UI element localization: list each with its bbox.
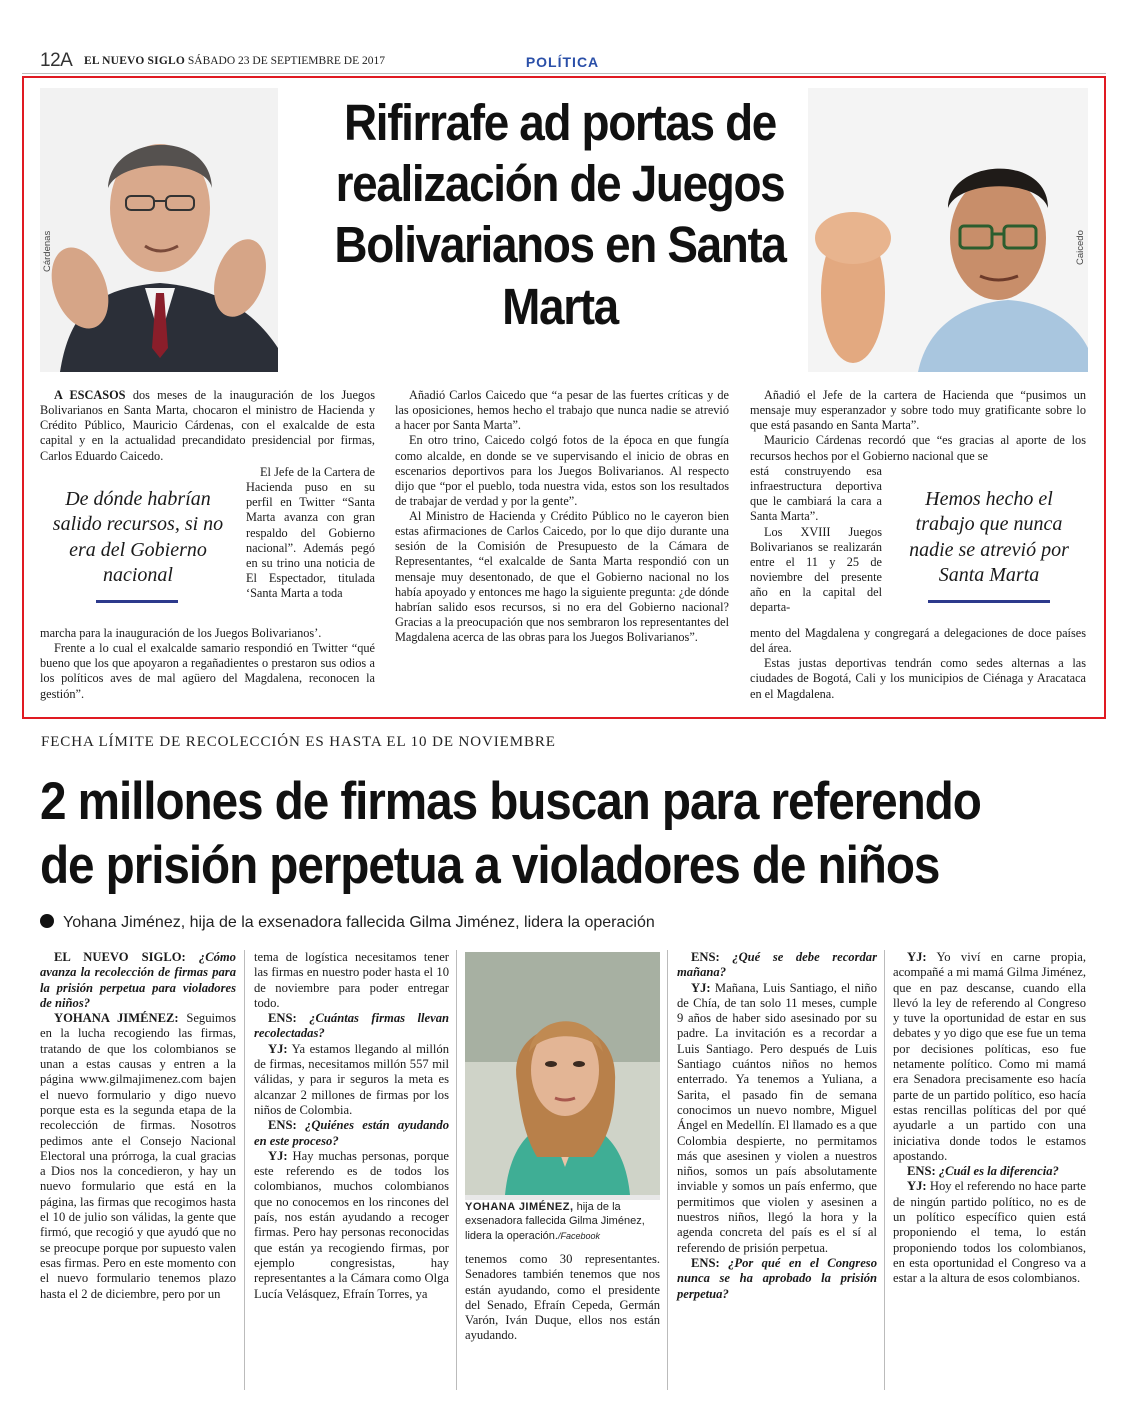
- q3-label: ENS:: [268, 1118, 297, 1133]
- a5-label: YJ:: [907, 950, 927, 964]
- q2-label: ENS:: [268, 1011, 297, 1026]
- story2-subhead: [40, 914, 655, 932]
- question-4: [677, 950, 877, 981]
- story1-col1-para3: Frente a lo cual el exalcalde samario respondió en Twitter “qué bueno que los que apoyaron a regañadientes o prestaron sus odios a los políticos aves de mal agüero del Magdalena, reconocen la gestión”.: [40, 641, 375, 701]
- pull-quote-left-rule: [96, 600, 178, 603]
- column-rule: [884, 950, 885, 1390]
- story2-kicker: FECHA LÍMITE DE RECOLECCIÓN ES HASTA EL 10 DE NOVIEMBRE: [41, 734, 556, 750]
- answer-2: [254, 1042, 449, 1118]
- answer-5: [893, 950, 1086, 1164]
- question-3: [254, 1118, 449, 1149]
- story2-headline-line2: de prisión perpetua a violadores de niños: [40, 835, 940, 895]
- a4-text: Mañana, Luis Santiago, el niño de Chía, de tan solo 11 meses, cumple 9 años de haber sido asesinado por su padre. La invitación es a recordar a Luis Santiago. Pero después de Luis Santiago cuántos niños no hemos enterrado. Ya tenemos a Yuliana, a Sarita, el pasado fin de semana conocimos un nuevo nombre, Miguel Ángel en Medellín. El llamado es a que Colombia despierte, no permitamos más que asesinen y violen a nuestros niños, somos un país absolutamente inviable y somos un país enfermo, que permitimos que violen y asesinen a nuestros niños, llegó la hora y la agenda concreta del país es el sí al referendo de prisión perpetua.: [677, 980, 877, 1255]
- story1-col1-top: [40, 388, 375, 464]
- pull-quote-left: De dónde habrían salido recursos, si no era del Gobierno nacional: [52, 488, 224, 587]
- photo-credit: /Facebook: [557, 1230, 600, 1241]
- q4-text: ¿Qué se debe recordar mañana?: [677, 950, 878, 980]
- a1-label: YOHANA JIMÉNEZ:: [54, 1011, 179, 1026]
- story1-col2-para2: En otro trino, Caicedo colgó fotos de la época en que fungía como alcalde, en donde se ve supervisando el inicio de obras en escenarios deportivos para los Juegos Bolivarianos. Al respecto dijo que “por el pueblo, toda nuestra vida, estos son los resultados de trabajar de verdad y por la gente”.: [395, 433, 729, 508]
- photo-caption-name: YOHANA JIMÉNEZ,: [465, 1201, 574, 1213]
- story2-col5: [893, 950, 1086, 1287]
- story1-col1-para2: El Jefe de la Cartera de Hacienda puso en su perfil en Twitter “Santa Marta avanza con gran respaldo del Gobierno nacional”. Además pegó en su trino una noticia de El Espectador, titulada ‘Santa Marta a toda: [246, 465, 375, 600]
- story1-col3-para2-end: está construyendo esa infraestructura deportiva que le cambiará la cara a Santa Marta”.: [750, 464, 882, 524]
- story1-col3-bottom: [750, 626, 1086, 702]
- issue-date: SÁBADO 23 DE SEPTIEMBRE DE 2017: [187, 55, 385, 67]
- question-5: [677, 1256, 877, 1302]
- story1-col2-para3: Al Ministro de Hacienda y Crédito Público no le cayeron bien estas afirmaciones de Carlos Caicedo, por lo que dijo durante una sesión de la Comisión de Presupuesto de la Cámara de Representantes, “el exalcalde de Santa Marta respondió con un mensaje muy desentonado, de que el Gobierno nacional no los había apoyado y entonces me hago la siguiente pregunta: ¿de dónde habrían salido esos recursos, si no era del Gobierno nacional? Gracias a la preocupación que nos sembraron los representantes del Magdalena acerca de las obras para los Juegos Bolivarianos”.: [395, 509, 729, 644]
- q4-label: ENS:: [691, 950, 720, 964]
- story1-col2-para1: Añadió Carlos Caicedo que “a pesar de las fuertes críticas y de las oposiciones, hemos hecho el trabajo que nunca nadie se atrevió a hacer por Santa Marta”.: [395, 388, 729, 433]
- photo-caicedo: [808, 88, 1088, 372]
- answer-1-end: tema de logística necesitamos tener las firmas en nuestro poder hasta el 10 de noviembre para poder entregar todo.: [254, 950, 449, 1010]
- story1-col3-para4: Estas justas deportivas tendrán como sedes alternas a las ciudades de Bogotá, Cali y los municipios de Ciénaga y Aracataca en el Magdalena.: [750, 656, 1086, 701]
- story2-col1: [40, 950, 236, 1302]
- portrait-yohana-illustration: [465, 952, 660, 1195]
- subhead-text: Yohana Jiménez, hija de la exsenadora fallecida Gilma Jiménez, lidera la operación: [63, 914, 655, 931]
- story1-col1-bottom: [40, 626, 375, 702]
- q1-label: EL NUEVO SIGLO:: [54, 950, 186, 964]
- story1-col1-narrow: [246, 465, 375, 601]
- photo-right-caption: Caicedo: [1075, 230, 1086, 265]
- photo-yohana: [465, 952, 660, 1200]
- story2-col4: [677, 950, 877, 1302]
- portrait-caicedo-illustration: [808, 88, 1088, 372]
- lead-caps: A ESCASOS: [54, 388, 126, 402]
- answer-1: [40, 1011, 236, 1302]
- story1-col1-para2-end: marcha para la inauguración de los Juegos Bolivarianos’.: [40, 626, 322, 640]
- q5-text: ¿Por qué en el Congreso nunca se ha aprobado la prisión perpetua?: [677, 1255, 877, 1301]
- bullet-dot-icon: [40, 914, 54, 928]
- header-rule: [22, 73, 1106, 74]
- page-number: 12A: [40, 50, 73, 71]
- answer-6: [893, 1179, 1086, 1286]
- column-rule: [456, 950, 457, 1390]
- a3-label: YJ:: [268, 1148, 288, 1163]
- answer-3: [254, 1149, 449, 1302]
- story1-headline: Rifirrafe ad portas de realización de Juegos Bolivarianos en Santa Marta: [334, 94, 786, 335]
- story1-col3-para3: Los XVIII Juegos Bolivarianos se realizarán entre el 11 y 25 de noviembre del presente año en la capital del departa-: [750, 524, 882, 615]
- photo-caption: [465, 1200, 660, 1243]
- section-title: POLÍTICA: [525, 54, 600, 70]
- portrait-cardenas-illustration: [40, 88, 278, 372]
- a1-text: Seguimos en la lucha recogiendo las firmas, tratando de que los colombianos se unan a estas causas y entren a la página www.gilmajimenez.com bajen el nuevo formulario y digo nuevo porque esta es la segunda etapa de la recolección de firmas. Nosotros pedimos ante el Consejo Nacional Electoral una prórroga, la cual gracias a Dios nos la concedieron, y hay un nuevo formulario que está en la página, las firmas que recogimos hasta el 10 de julio son válidas, la gente que firmó, que recogió y que ayudó que no se preocupe porque por supuesto valen esas firmas. Pero en este momento con el nuevo formulario tenemos plazo hasta el 2 de diciembre, pero por un: [40, 1011, 236, 1301]
- q6-text: ¿Cuál es la diferencia?: [938, 1164, 1059, 1179]
- pull-quote-right: Hemos hecho el trabajo que nunca nadie se atrevió por Santa Marta: [909, 488, 1069, 587]
- a4-label: YJ:: [691, 980, 711, 995]
- answer-3-end: tenemos como 30 representantes. Senadores también tenemos que nos están ayudando, como el presidente del Senado, Efraín Cepeda, Germán Varón, Iván Duque, ellos nos están ayudando.: [465, 1252, 660, 1343]
- photo-left-caption: Cárdenas: [42, 230, 53, 272]
- photo-cardenas: [40, 88, 278, 372]
- paper-name: EL NUEVO SIGLO: [84, 55, 185, 67]
- story1-col3-para3-end: mento del Magdalena y congregará a delegaciones de doce países del área.: [750, 626, 1086, 656]
- a2-label: YJ:: [268, 1041, 288, 1056]
- story2-col2: [254, 950, 449, 1302]
- story1-col3-top: [750, 388, 1086, 464]
- q6-label: ENS:: [907, 1164, 936, 1179]
- question-6: [893, 1164, 1086, 1179]
- story1-col3-para1: Añadió el Jefe de la cartera de Hacienda que “pusimos un mensaje muy esperanzador y sobre todo muy gratificante sobre lo que está pasando en Santa Marta”.: [750, 388, 1086, 433]
- a5-text: Yo viví en carne propia, acompañé a mi mamá Gilma Jiménez, que en paz descanse, cuando ella llevó la ley de referendo al Congreso y tuve la oportunidad de estar en sus debates y yo digo que ese fue un tema por decisiones políticas, eso fue netamente político. Como mi mamá era Senadora precisamente eso hacía parte de un partido político, eso hacía estas rencillas políticas del por qué ayudarle a un partido con una iniciativa donde todos le estamos apostando.: [893, 950, 1086, 1163]
- question-1: [40, 950, 236, 1011]
- answer-4: [677, 981, 877, 1256]
- a6-text: Hoy el referendo no hace parte de ningún partido político, no es de un político específico quien está proponiendo el tema, lo están proponiendo todos los colombianos, en esta oportunidad el Congreso va a estar a la altura de esos colombianos.: [893, 1179, 1086, 1286]
- q1-text: ¿Cómo avanza la recolección de firmas para la prisión perpetua para violadores de niños?: [40, 950, 236, 1010]
- story2-col3: [465, 1252, 660, 1344]
- story1-lead-paragraph: [40, 388, 375, 464]
- question-2: [254, 1011, 449, 1042]
- q3-text: ¿Quiénes están ayudando en este proceso?: [254, 1118, 449, 1148]
- story2-headline: [40, 770, 994, 897]
- a2-text: Ya estamos llegando al millón de firmas, necesitamos millón 557 mil válidas, y para ir seguros la meta es alcanzar 2 millones de firmas por los niños de Colombia.: [254, 1041, 449, 1117]
- q5-label: ENS:: [691, 1255, 720, 1270]
- a6-label: YJ:: [907, 1179, 927, 1194]
- story1-col3-para2: Mauricio Cárdenas recordó que “es gracias al aporte de los recursos hechos por el Gobierno nacional que se: [750, 433, 1086, 463]
- story1-col2: [395, 388, 729, 645]
- q2-text: ¿Cuántas firmas llevan recolectadas?: [254, 1011, 449, 1041]
- story2-headline-line1: 2 millones de firmas buscan para referendo: [40, 772, 981, 831]
- story1-col3-narrow: [750, 464, 882, 615]
- column-rule: [667, 950, 668, 1390]
- photo-caption-text: hija de la exsenadora fallecida Gilma Jiménez, lidera la operación.: [465, 1201, 645, 1242]
- lead-text: dos meses de la inauguración de los Juegos Bolivarianos en Santa Marta, chocaron el ministro de Hacienda y Crédito Público, Mauricio Cárdenas, con el exalcalde de esta capital y en la actualidad precandidato presidencial por firmas, Carlos Eduardo Caicedo.: [40, 388, 375, 463]
- a3-text: Hay muchas personas, porque este referendo es de todos los colombianos, muchos colombianos que no conocemos en los rincones del país, nos están ayudando a recoger firmas. Pero hay personas reconocidas que están ya recogiendo firmas, por ejemplo congresistas, hay representantes a la Cámara como Olga Lucía Velásquez, Efraín Torres, ya: [254, 1148, 449, 1301]
- column-rule: [244, 950, 245, 1390]
- pull-quote-right-rule: [928, 600, 1050, 603]
